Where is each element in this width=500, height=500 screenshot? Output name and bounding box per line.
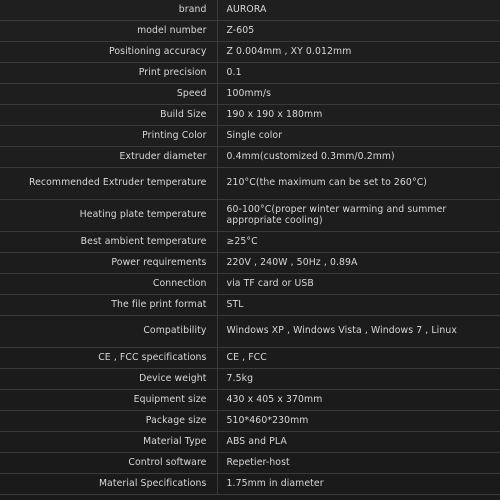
spec-label: Best ambient temperature: [0, 232, 217, 253]
spec-label: Printing Color: [0, 126, 217, 147]
spec-value: 210°C(the maximum can be set to 260°C): [217, 168, 500, 200]
spec-value: 60-100°C(proper winter warming and summer appropriate cooling): [217, 200, 500, 232]
spec-value: 0.4mm(customized 0.3mm/0.2mm): [217, 147, 500, 168]
spec-row: [0, 369, 500, 390]
spec-row: [0, 105, 500, 126]
spec-label: Power requirements: [0, 253, 217, 274]
spec-row: [0, 474, 500, 495]
spec-row: [0, 274, 500, 295]
spec-label: Package size: [0, 411, 217, 432]
spec-row: [0, 126, 500, 147]
spec-value: ≥25°C: [217, 232, 500, 253]
spec-value: ABS and PLA: [217, 432, 500, 453]
spec-row: [0, 42, 500, 63]
spec-row: [0, 316, 500, 348]
spec-label: Build Size: [0, 105, 217, 126]
spec-value: 100mm/s: [217, 84, 500, 105]
spec-label: Material Type: [0, 432, 217, 453]
spec-value: AURORA: [217, 0, 500, 21]
spec-label: Extruder diameter: [0, 147, 217, 168]
spec-value: 510*460*230mm: [217, 411, 500, 432]
spec-value: CE , FCC: [217, 348, 500, 369]
spec-value: Single color: [217, 126, 500, 147]
spec-label: Compatibility: [0, 316, 217, 348]
spec-value: 190 x 190 x 180mm: [217, 105, 500, 126]
spec-row: [0, 200, 500, 232]
spec-label: Positioning accuracy: [0, 42, 217, 63]
spec-label: Recommended Extruder temperature: [0, 168, 217, 200]
spec-row: [0, 390, 500, 411]
spec-row: [0, 295, 500, 316]
spec-label: Material Specifications: [0, 474, 217, 495]
spec-value: Windows XP , Windows Vista , Windows 7 , Linux: [217, 316, 500, 348]
spec-label: Control software: [0, 453, 217, 474]
spec-value: 0.1: [217, 63, 500, 84]
spec-row: [0, 0, 500, 21]
spec-value: 7.5kg: [217, 369, 500, 390]
spec-label: Equipment size: [0, 390, 217, 411]
spec-row: [0, 411, 500, 432]
spec-value: via TF card or USB: [217, 274, 500, 295]
spec-label: brand: [0, 0, 217, 21]
spec-row: [0, 63, 500, 84]
spec-row: [0, 432, 500, 453]
spec-label: Print precision: [0, 63, 217, 84]
spec-label: Device weight: [0, 369, 217, 390]
spec-row: [0, 21, 500, 42]
spec-row: [0, 348, 500, 369]
spec-row: [0, 232, 500, 253]
spec-value: 1.75mm in diameter: [217, 474, 500, 495]
spec-value: 430 x 405 x 370mm: [217, 390, 500, 411]
spec-row: [0, 453, 500, 474]
spec-row: [0, 168, 500, 200]
spec-row: [0, 253, 500, 274]
spec-label: The file print format: [0, 295, 217, 316]
spec-label: CE , FCC specifications: [0, 348, 217, 369]
spec-label: model number: [0, 21, 217, 42]
spec-label: Connection: [0, 274, 217, 295]
spec-row: [0, 84, 500, 105]
spec-value: Z 0.004mm , XY 0.012mm: [217, 42, 500, 63]
spec-value: 220V , 240W , 50Hz , 0.89A: [217, 253, 500, 274]
spec-label: Speed: [0, 84, 217, 105]
spec-value: Z-605: [217, 21, 500, 42]
spec-label: Heating plate temperature: [0, 200, 217, 232]
spec-value: STL: [217, 295, 500, 316]
spec-value: Repetier-host: [217, 453, 500, 474]
spec-row: [0, 147, 500, 168]
